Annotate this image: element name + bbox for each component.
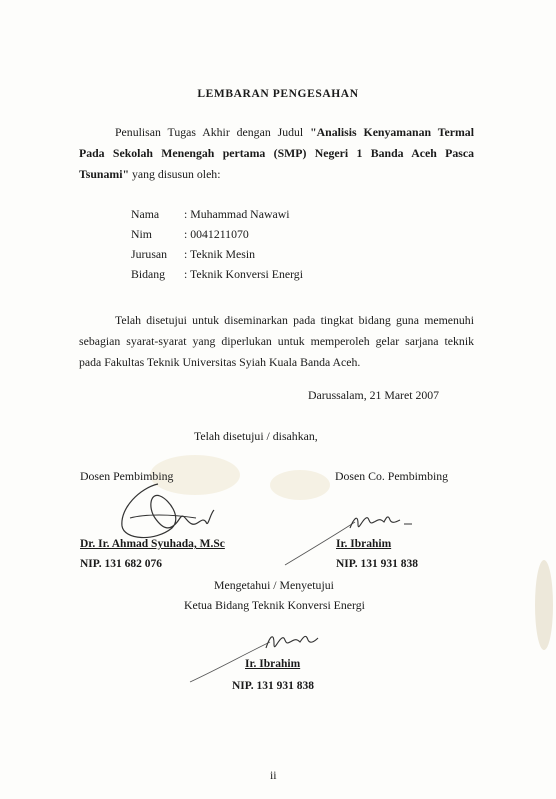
value-nim: : 0041211070 (184, 227, 249, 241)
advisor-nip: NIP. 131 682 076 (80, 558, 162, 570)
page-number: ii (270, 768, 277, 782)
value-bidang: : Teknik Konversi Energi (184, 267, 303, 281)
co-advisor-role: Dosen Co. Pembimbing (335, 469, 449, 483)
label-jurusan: Jurusan (131, 247, 168, 261)
paper-stain (270, 470, 330, 500)
label-nama: Nama (131, 207, 160, 221)
value-nama: : Muhammad Nawawi (184, 207, 290, 221)
co-advisor-nip: NIP. 131 931 838 (336, 558, 418, 570)
paper-stain (535, 560, 553, 650)
student-row-jurusan (131, 247, 431, 267)
head-title: Ketua Bidang Teknik Konversi Energi (184, 598, 365, 612)
student-row-name (131, 207, 431, 227)
page-title: LEMBARAN PENGESAHAN (197, 88, 359, 100)
acknowledged-label: Mengetahui / Menyetujui (214, 578, 334, 592)
intro-suffix: yang disusun oleh: (129, 167, 221, 181)
approval-paragraph (79, 310, 474, 373)
label-bidang: Bidang (131, 267, 166, 281)
value-jurusan: : Teknik Mesin (184, 247, 256, 261)
approval-text: Telah disetujui untuk diseminarkan pada tingkat bidang guna memenuhi sebagian syarat-syarat yang diperlukan untuk memperoleh gelar sarjana teknik pada Fakultas Teknik Universitas Syiah Kuala Banda Aceh. (79, 313, 474, 369)
label-nim: Nim (131, 227, 152, 241)
approved-by: Telah disetujui / disahkan, (194, 429, 318, 443)
head-name: Ir. Ibrahim (245, 658, 301, 670)
student-row-nim (131, 227, 431, 247)
head-nip: NIP. 131 931 838 (232, 680, 314, 692)
student-row-bidang (131, 267, 431, 287)
place-date: Darussalam, 21 Maret 2007 (308, 388, 440, 402)
co-advisor-name: Ir. Ibrahim (336, 538, 392, 550)
intro-paragraph (79, 122, 474, 185)
advisor-name: Dr. Ir. Ahmad Syuhada, M.Sc (80, 538, 225, 550)
advisor-role: Dosen Pembimbing (80, 469, 174, 483)
thesis-title: "Analisis Kenyamanan Termal Pada Sekolah Menengah pertama (SMP) Negeri 1 Banda Aceh Pasca Tsunami" (79, 125, 474, 181)
intro-prefix: Penulisan Tugas Akhir dengan Judul (115, 125, 311, 139)
student-info (131, 207, 431, 287)
